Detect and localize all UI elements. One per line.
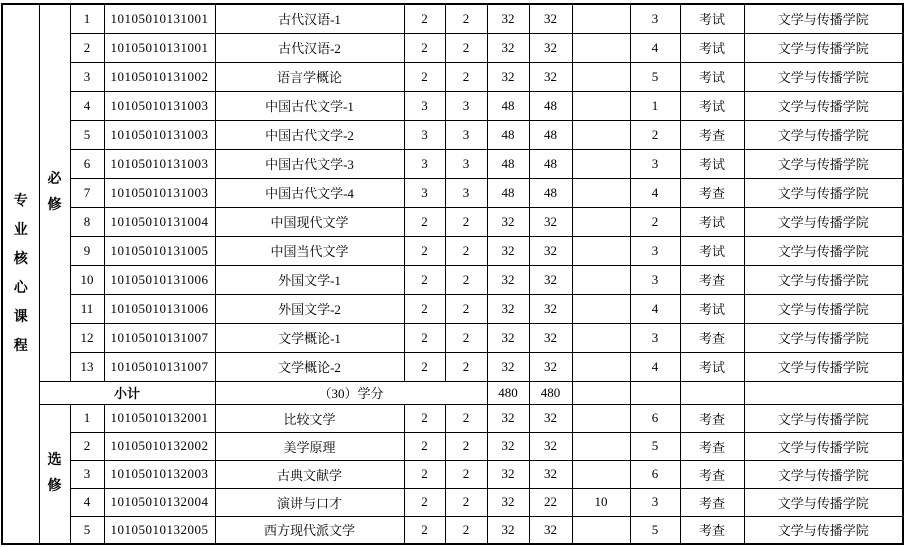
college-cell: 文学与传播学院 bbox=[744, 352, 903, 381]
course-name-cell: 文学概论-1 bbox=[215, 323, 404, 352]
total-hours-cell: 32 bbox=[487, 236, 529, 265]
weekly-hours-cell: 2 bbox=[445, 33, 487, 62]
lecture-hours-cell: 32 bbox=[529, 460, 572, 488]
total-hours-cell: 32 bbox=[487, 460, 529, 488]
table-row bbox=[2, 62, 903, 91]
college-cell: 文学与传播学院 bbox=[744, 62, 903, 91]
course-code-cell: 10105010131003 bbox=[104, 91, 215, 120]
total-hours-cell: 48 bbox=[487, 91, 529, 120]
course-name-cell: 外国文学-2 bbox=[215, 294, 404, 323]
course-code-cell: 10105010132003 bbox=[104, 460, 215, 488]
course-name-cell: 中国现代文学 bbox=[215, 207, 404, 236]
course-name-cell: 外国文学-1 bbox=[215, 265, 404, 294]
semester-cell: 3 bbox=[630, 265, 680, 294]
row-number-cell: 3 bbox=[70, 62, 104, 91]
course-name-cell: 中国古代文学-1 bbox=[215, 91, 404, 120]
subtotal-blank-college bbox=[744, 381, 903, 404]
total-hours-cell: 32 bbox=[487, 323, 529, 352]
practice-hours-cell bbox=[572, 207, 630, 236]
assessment-cell: 考查 bbox=[680, 265, 744, 294]
practice-hours-cell bbox=[572, 323, 630, 352]
assessment-cell: 考查 bbox=[680, 460, 744, 488]
weekly-hours-cell: 3 bbox=[445, 91, 487, 120]
lecture-hours-cell: 32 bbox=[529, 62, 572, 91]
lecture-hours-cell: 32 bbox=[529, 294, 572, 323]
weekly-hours-cell: 2 bbox=[445, 265, 487, 294]
college-cell: 文学与传播学院 bbox=[744, 4, 903, 33]
semester-cell: 5 bbox=[630, 516, 680, 544]
practice-hours-cell bbox=[572, 460, 630, 488]
semester-cell: 5 bbox=[630, 432, 680, 460]
table-row bbox=[2, 207, 903, 236]
lecture-hours-cell: 32 bbox=[529, 265, 572, 294]
weekly-hours-cell: 2 bbox=[445, 207, 487, 236]
table-row bbox=[2, 33, 903, 62]
semester-cell: 2 bbox=[630, 120, 680, 149]
course-name-cell: 中国古代文学-4 bbox=[215, 178, 404, 207]
college-cell: 文学与传播学院 bbox=[744, 404, 903, 432]
weekly-hours-cell: 2 bbox=[445, 294, 487, 323]
college-cell: 文学与传播学院 bbox=[744, 265, 903, 294]
assessment-cell: 考试 bbox=[680, 33, 744, 62]
course-code-cell: 10105010131003 bbox=[104, 149, 215, 178]
row-number-cell: 2 bbox=[70, 432, 104, 460]
total-hours-cell: 48 bbox=[487, 149, 529, 178]
course-table-body bbox=[2, 4, 903, 544]
assessment-cell: 考查 bbox=[680, 404, 744, 432]
row-number-cell: 10 bbox=[70, 265, 104, 294]
credits-cell: 3 bbox=[404, 91, 445, 120]
credits-cell: 3 bbox=[404, 120, 445, 149]
lecture-hours-cell: 48 bbox=[529, 120, 572, 149]
course-code-cell: 10105010131004 bbox=[104, 207, 215, 236]
row-number-cell: 11 bbox=[70, 294, 104, 323]
course-code-cell: 10105010131005 bbox=[104, 236, 215, 265]
practice-hours-cell bbox=[572, 62, 630, 91]
weekly-hours-cell: 2 bbox=[445, 404, 487, 432]
semester-cell: 5 bbox=[630, 62, 680, 91]
weekly-hours-cell: 2 bbox=[445, 62, 487, 91]
semester-cell: 3 bbox=[630, 4, 680, 33]
lecture-hours-cell: 32 bbox=[529, 404, 572, 432]
course-code-cell: 10105010131007 bbox=[104, 323, 215, 352]
semester-cell: 1 bbox=[630, 91, 680, 120]
lecture-hours-cell: 32 bbox=[529, 352, 572, 381]
subtotal-blank-practice bbox=[572, 381, 630, 404]
semester-cell: 4 bbox=[630, 33, 680, 62]
table-row bbox=[2, 404, 903, 432]
weekly-hours-cell: 2 bbox=[445, 323, 487, 352]
lecture-hours-cell: 32 bbox=[529, 207, 572, 236]
credits-cell: 3 bbox=[404, 178, 445, 207]
total-hours-cell: 48 bbox=[487, 178, 529, 207]
semester-cell: 6 bbox=[630, 460, 680, 488]
lecture-hours-cell: 48 bbox=[529, 91, 572, 120]
course-code-cell: 10105010131001 bbox=[104, 4, 215, 33]
course-name-cell: 古典文献学 bbox=[215, 460, 404, 488]
course-code-cell: 10105010131001 bbox=[104, 33, 215, 62]
assessment-cell: 考试 bbox=[680, 294, 744, 323]
semester-cell: 6 bbox=[630, 404, 680, 432]
weekly-hours-cell: 3 bbox=[445, 149, 487, 178]
practice-hours-cell: 10 bbox=[572, 488, 630, 516]
practice-hours-cell bbox=[572, 120, 630, 149]
practice-hours-cell bbox=[572, 352, 630, 381]
total-hours-cell: 32 bbox=[487, 265, 529, 294]
assessment-cell: 考查 bbox=[680, 432, 744, 460]
practice-hours-cell bbox=[572, 516, 630, 544]
total-hours-cell: 48 bbox=[487, 120, 529, 149]
semester-cell: 4 bbox=[630, 352, 680, 381]
assessment-cell: 考试 bbox=[680, 352, 744, 381]
table-row bbox=[2, 432, 903, 460]
weekly-hours-cell: 2 bbox=[445, 432, 487, 460]
subtotal-blank-assessment bbox=[680, 381, 744, 404]
college-cell: 文学与传播学院 bbox=[744, 460, 903, 488]
course-name-cell: 语言学概论 bbox=[215, 62, 404, 91]
total-hours-cell: 32 bbox=[487, 488, 529, 516]
table-row bbox=[2, 460, 903, 488]
course-code-cell: 10105010131003 bbox=[104, 178, 215, 207]
weekly-hours-cell: 2 bbox=[445, 460, 487, 488]
weekly-hours-cell: 2 bbox=[445, 4, 487, 33]
course-code-cell: 10105010132005 bbox=[104, 516, 215, 544]
assessment-cell: 考查 bbox=[680, 488, 744, 516]
credits-cell: 2 bbox=[404, 432, 445, 460]
total-hours-cell: 32 bbox=[487, 207, 529, 236]
credits-cell: 2 bbox=[404, 33, 445, 62]
row-number-cell: 1 bbox=[70, 4, 104, 33]
row-number-cell: 4 bbox=[70, 488, 104, 516]
course-name-cell: 中国当代文学 bbox=[215, 236, 404, 265]
subtotal-label: 小计 bbox=[39, 381, 215, 404]
practice-hours-cell bbox=[572, 33, 630, 62]
table-row bbox=[2, 488, 903, 516]
weekly-hours-cell: 3 bbox=[445, 178, 487, 207]
row-number-cell: 3 bbox=[70, 460, 104, 488]
assessment-cell: 考查 bbox=[680, 516, 744, 544]
total-hours-cell: 32 bbox=[487, 33, 529, 62]
weekly-hours-cell: 2 bbox=[445, 516, 487, 544]
college-cell: 文学与传播学院 bbox=[744, 432, 903, 460]
course-code-cell: 10105010132001 bbox=[104, 404, 215, 432]
lecture-hours-cell: 32 bbox=[529, 33, 572, 62]
total-hours-cell: 32 bbox=[487, 62, 529, 91]
total-hours-cell: 32 bbox=[487, 516, 529, 544]
lecture-hours-cell: 48 bbox=[529, 149, 572, 178]
row-number-cell: 9 bbox=[70, 236, 104, 265]
course-name-cell: 中国古代文学-3 bbox=[215, 149, 404, 178]
course-code-cell: 10105010131006 bbox=[104, 265, 215, 294]
semester-cell: 4 bbox=[630, 178, 680, 207]
weekly-hours-cell: 2 bbox=[445, 488, 487, 516]
practice-hours-cell bbox=[572, 294, 630, 323]
practice-hours-cell bbox=[572, 4, 630, 33]
table-row bbox=[2, 516, 903, 544]
credits-cell: 2 bbox=[404, 207, 445, 236]
row-number-cell: 7 bbox=[70, 178, 104, 207]
course-name-cell: 中国古代文学-2 bbox=[215, 120, 404, 149]
table-row bbox=[2, 120, 903, 149]
weekly-hours-cell: 2 bbox=[445, 352, 487, 381]
credits-cell: 2 bbox=[404, 460, 445, 488]
row-number-cell: 1 bbox=[70, 404, 104, 432]
subtotal-total-hours: 480 bbox=[487, 381, 529, 404]
college-cell: 文学与传播学院 bbox=[744, 488, 903, 516]
course-code-cell: 10105010132002 bbox=[104, 432, 215, 460]
course-code-cell: 10105010132004 bbox=[104, 488, 215, 516]
semester-cell: 3 bbox=[630, 488, 680, 516]
table-row bbox=[2, 236, 903, 265]
credits-cell: 2 bbox=[404, 4, 445, 33]
assessment-cell: 考查 bbox=[680, 178, 744, 207]
table-row bbox=[2, 178, 903, 207]
course-name-cell: 美学原理 bbox=[215, 432, 404, 460]
college-cell: 文学与传播学院 bbox=[744, 33, 903, 62]
assessment-cell: 考试 bbox=[680, 62, 744, 91]
course-type-label-required: 必 修 bbox=[39, 4, 70, 381]
table-row bbox=[2, 149, 903, 178]
college-cell: 文学与传播学院 bbox=[744, 323, 903, 352]
credits-cell: 2 bbox=[404, 62, 445, 91]
course-code-cell: 10105010131006 bbox=[104, 294, 215, 323]
semester-cell: 3 bbox=[630, 236, 680, 265]
table-row bbox=[2, 4, 903, 33]
college-cell: 文学与传播学院 bbox=[744, 178, 903, 207]
practice-hours-cell bbox=[572, 149, 630, 178]
course-name-cell: 演讲与口才 bbox=[215, 488, 404, 516]
credits-cell: 2 bbox=[404, 516, 445, 544]
semester-cell: 3 bbox=[630, 323, 680, 352]
row-number-cell: 4 bbox=[70, 91, 104, 120]
assessment-cell: 考试 bbox=[680, 149, 744, 178]
practice-hours-cell bbox=[572, 236, 630, 265]
practice-hours-cell bbox=[572, 432, 630, 460]
credits-cell: 2 bbox=[404, 265, 445, 294]
table-row bbox=[2, 265, 903, 294]
credits-cell: 2 bbox=[404, 323, 445, 352]
row-number-cell: 6 bbox=[70, 149, 104, 178]
lecture-hours-cell: 48 bbox=[529, 178, 572, 207]
subtotal-row bbox=[2, 381, 903, 404]
row-number-cell: 13 bbox=[70, 352, 104, 381]
course-code-cell: 10105010131002 bbox=[104, 62, 215, 91]
assessment-cell: 考查 bbox=[680, 120, 744, 149]
credits-cell: 2 bbox=[404, 236, 445, 265]
course-name-cell: 古代汉语-2 bbox=[215, 33, 404, 62]
assessment-cell: 考试 bbox=[680, 207, 744, 236]
table-row bbox=[2, 91, 903, 120]
total-hours-cell: 32 bbox=[487, 352, 529, 381]
row-number-cell: 5 bbox=[70, 516, 104, 544]
course-group-label: 专 业 核 心 课 程 bbox=[2, 4, 39, 544]
row-number-cell: 12 bbox=[70, 323, 104, 352]
weekly-hours-cell: 2 bbox=[445, 236, 487, 265]
credits-cell: 2 bbox=[404, 488, 445, 516]
semester-cell: 4 bbox=[630, 294, 680, 323]
practice-hours-cell bbox=[572, 265, 630, 294]
credits-cell: 2 bbox=[404, 404, 445, 432]
course-code-cell: 10105010131003 bbox=[104, 120, 215, 149]
course-name-cell: 比较文学 bbox=[215, 404, 404, 432]
credits-cell: 3 bbox=[404, 149, 445, 178]
semester-cell: 2 bbox=[630, 207, 680, 236]
assessment-cell: 考查 bbox=[680, 323, 744, 352]
college-cell: 文学与传播学院 bbox=[744, 294, 903, 323]
subtotal-credits: （30）学分 bbox=[215, 381, 487, 404]
lecture-hours-cell: 32 bbox=[529, 236, 572, 265]
table-row bbox=[2, 352, 903, 381]
college-cell: 文学与传播学院 bbox=[744, 207, 903, 236]
lecture-hours-cell: 32 bbox=[529, 4, 572, 33]
lecture-hours-cell: 32 bbox=[529, 323, 572, 352]
total-hours-cell: 32 bbox=[487, 4, 529, 33]
row-number-cell: 8 bbox=[70, 207, 104, 236]
assessment-cell: 考试 bbox=[680, 4, 744, 33]
course-name-cell: 古代汉语-1 bbox=[215, 4, 404, 33]
practice-hours-cell bbox=[572, 91, 630, 120]
credits-cell: 2 bbox=[404, 352, 445, 381]
total-hours-cell: 32 bbox=[487, 432, 529, 460]
weekly-hours-cell: 3 bbox=[445, 120, 487, 149]
table-row bbox=[2, 323, 903, 352]
course-type-label-elective: 选 修 bbox=[39, 404, 70, 544]
assessment-cell: 考试 bbox=[680, 236, 744, 265]
row-number-cell: 2 bbox=[70, 33, 104, 62]
semester-cell: 3 bbox=[630, 149, 680, 178]
lecture-hours-cell: 32 bbox=[529, 516, 572, 544]
college-cell: 文学与传播学院 bbox=[744, 236, 903, 265]
course-code-cell: 10105010131007 bbox=[104, 352, 215, 381]
credits-cell: 2 bbox=[404, 294, 445, 323]
college-cell: 文学与传播学院 bbox=[744, 149, 903, 178]
row-number-cell: 5 bbox=[70, 120, 104, 149]
table-row bbox=[2, 294, 903, 323]
course-name-cell: 西方现代派文学 bbox=[215, 516, 404, 544]
college-cell: 文学与传播学院 bbox=[744, 516, 903, 544]
college-cell: 文学与传播学院 bbox=[744, 120, 903, 149]
course-name-cell: 文学概论-2 bbox=[215, 352, 404, 381]
practice-hours-cell bbox=[572, 404, 630, 432]
subtotal-lecture-hours: 480 bbox=[529, 381, 572, 404]
total-hours-cell: 32 bbox=[487, 404, 529, 432]
lecture-hours-cell: 32 bbox=[529, 432, 572, 460]
total-hours-cell: 32 bbox=[487, 294, 529, 323]
practice-hours-cell bbox=[572, 178, 630, 207]
assessment-cell: 考试 bbox=[680, 91, 744, 120]
subtotal-blank-semester bbox=[630, 381, 680, 404]
course-table bbox=[1, 3, 904, 545]
lecture-hours-cell: 22 bbox=[529, 488, 572, 516]
college-cell: 文学与传播学院 bbox=[744, 91, 903, 120]
